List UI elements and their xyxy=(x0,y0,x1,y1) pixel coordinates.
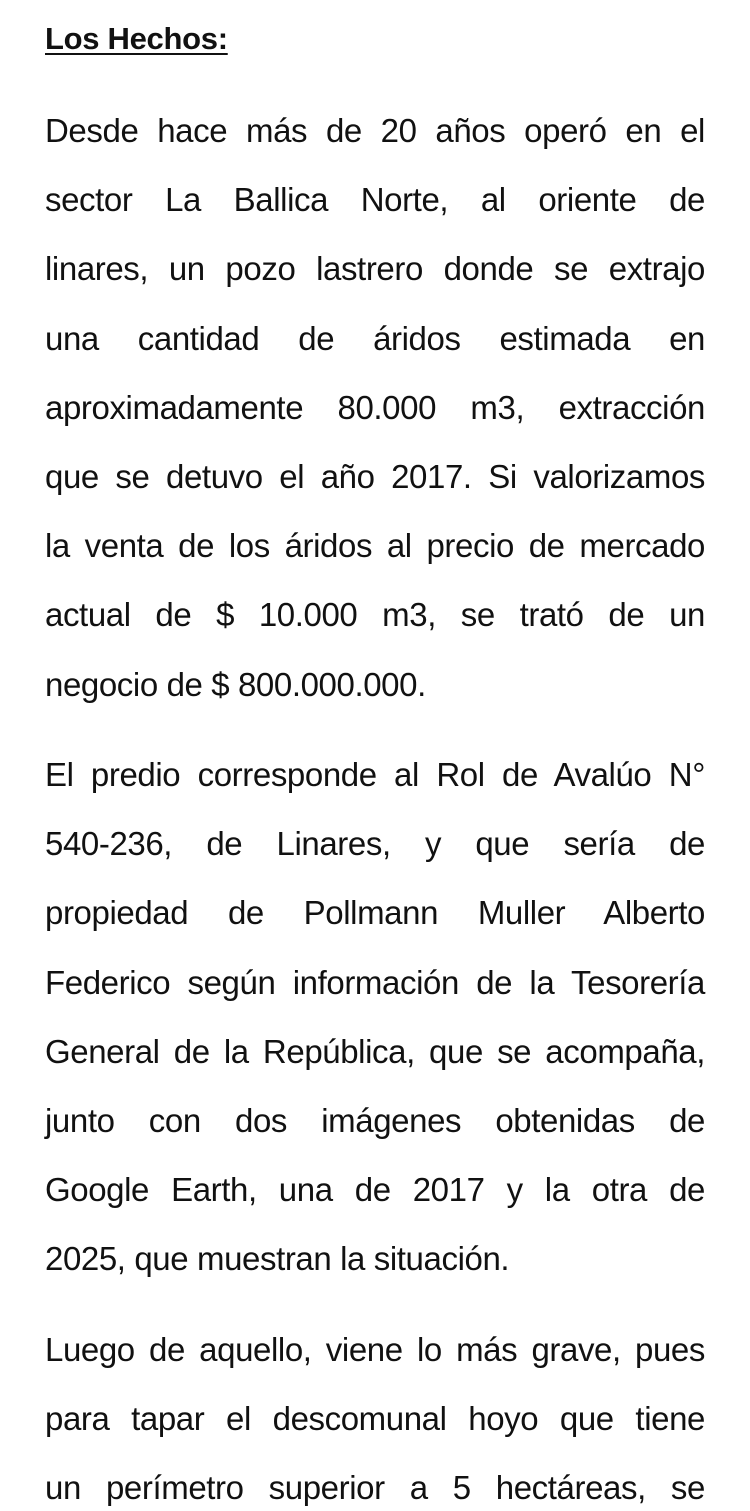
paragraph-extraction xyxy=(45,96,705,719)
paragraph-line: aproximadamente 80.000 m3, extracción xyxy=(45,388,705,426)
paragraph-line: 2025, que muestran la situación. xyxy=(45,1240,510,1278)
paragraph-line: Federico según información de la Tesorería xyxy=(45,963,705,1001)
paragraph-line: junto con dos imágenes obtenidas de xyxy=(45,1101,705,1139)
paragraph-line: General de la República, que se acompaña, xyxy=(45,1032,705,1070)
paragraph-line: Desde hace más de 20 años operó en el xyxy=(45,112,705,149)
paragraph-line: que se detuvo el año 2017. Si valorizamos xyxy=(45,457,705,495)
paragraph-line: una cantidad de áridos estimada en xyxy=(45,319,705,357)
paragraph-line: negocio de $ 800.000.000. xyxy=(45,665,426,703)
paragraph-line: actual de $ 10.000 m3, se trató de un xyxy=(45,596,705,634)
paragraph-line: 540-236, de Linares, y que sería de xyxy=(45,825,705,863)
paragraph-line: sector La Ballica Norte, al oriente de xyxy=(45,181,705,219)
paragraph-line: un perímetro superior a 5 hectáreas, se xyxy=(45,1469,705,1507)
section-heading: Los Hechos: xyxy=(45,21,228,56)
paragraph-consequence xyxy=(45,1315,705,1511)
paragraph-line: Google Earth, una de 2017 y la otra de xyxy=(45,1171,705,1209)
paragraph-line: para tapar el descomunal hoyo que tiene xyxy=(45,1400,705,1438)
paragraph-property xyxy=(45,740,705,1294)
paragraph-line: propiedad de Pollmann Muller Alberto xyxy=(45,894,705,932)
paragraph-line: la venta de los áridos al precio de mercado xyxy=(45,527,705,565)
paragraph-line: Luego de aquello, viene lo más grave, pues xyxy=(45,1331,705,1368)
paragraph-line: El predio corresponde al Rol de Avalúo N° xyxy=(45,756,705,793)
paragraph-line: linares, un pozo lastrero donde se extrajo xyxy=(45,250,705,288)
